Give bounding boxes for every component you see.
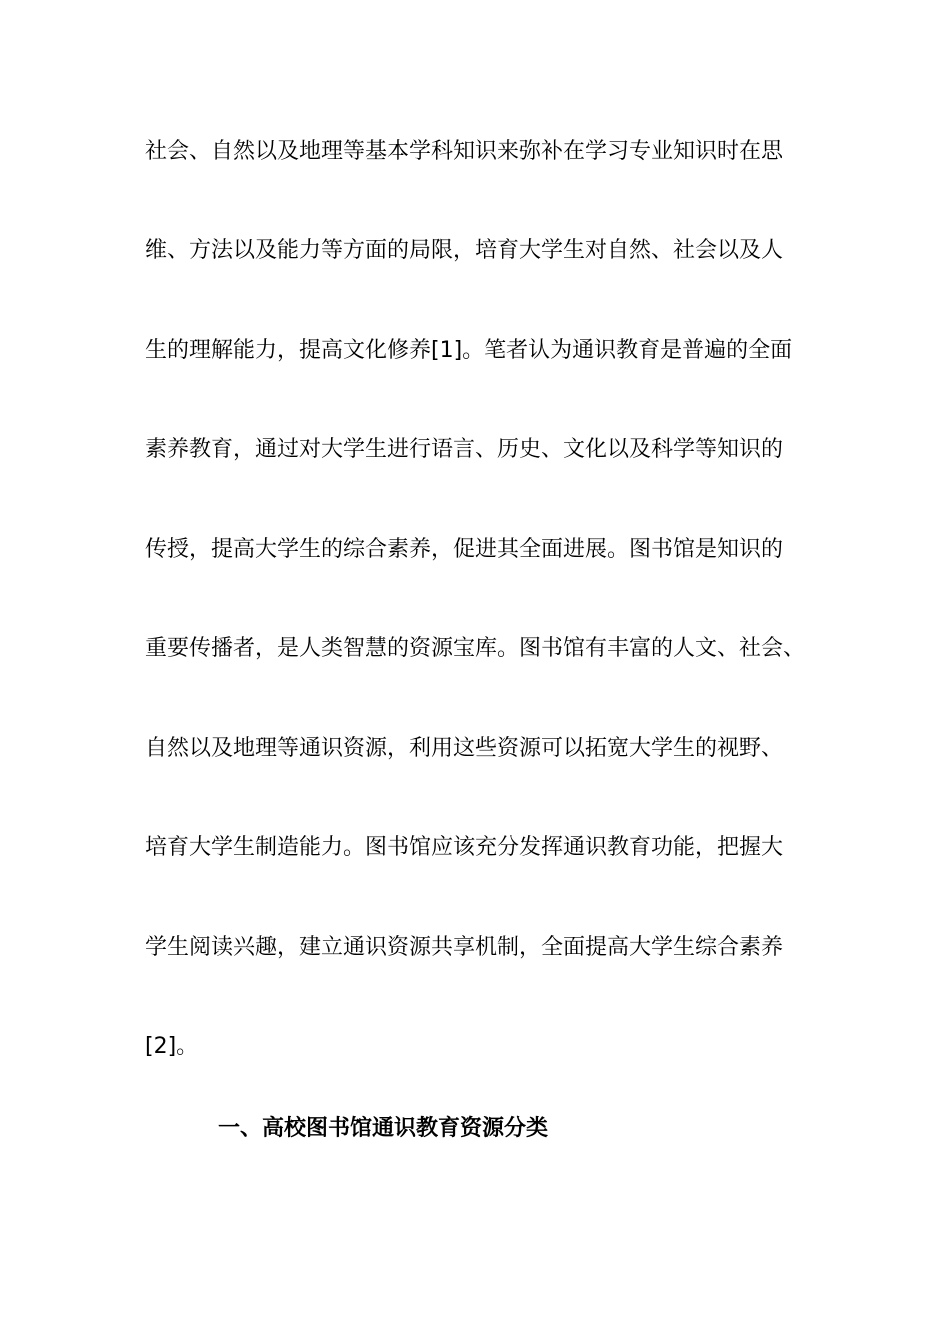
paragraph-line: 生的理解能力，提高文化修养[1]。笔者认为通识教育是普遍的全面 <box>145 338 793 363</box>
paragraph-line: 学生阅读兴趣，建立通识资源共享机制，全面提高大学生综合素养 <box>145 935 784 960</box>
paragraph-line: 传授，提高大学生的综合素养，促进其全面进展。图书馆是知识的 <box>145 537 784 562</box>
paragraph-line: 社会、自然以及地理等基本学科知识来弥补在学习专业知识时在思 <box>145 139 784 164</box>
paragraph-line: 重要传播者，是人类智慧的资源宝库。图书馆有丰富的人文、社会、 <box>145 636 806 661</box>
paragraph-line: 维、方法以及能力等方面的局限，培育大学生对自然、社会以及人 <box>145 238 784 263</box>
paragraph-line: 素养教育，通过对大学生进行语言、历史、文化以及科学等知识的 <box>145 437 784 462</box>
section-heading: 一、高校图书馆通识教育资源分类 <box>218 1116 549 1141</box>
paragraph-line: [2]。 <box>145 1034 199 1059</box>
paragraph-line: 培育大学生制造能力。图书馆应该充分发挥通识教育功能，把握大 <box>145 835 784 860</box>
paragraph-line: 自然以及地理等通识资源，利用这些资源可以拓宽大学生的视野、 <box>145 736 784 761</box>
